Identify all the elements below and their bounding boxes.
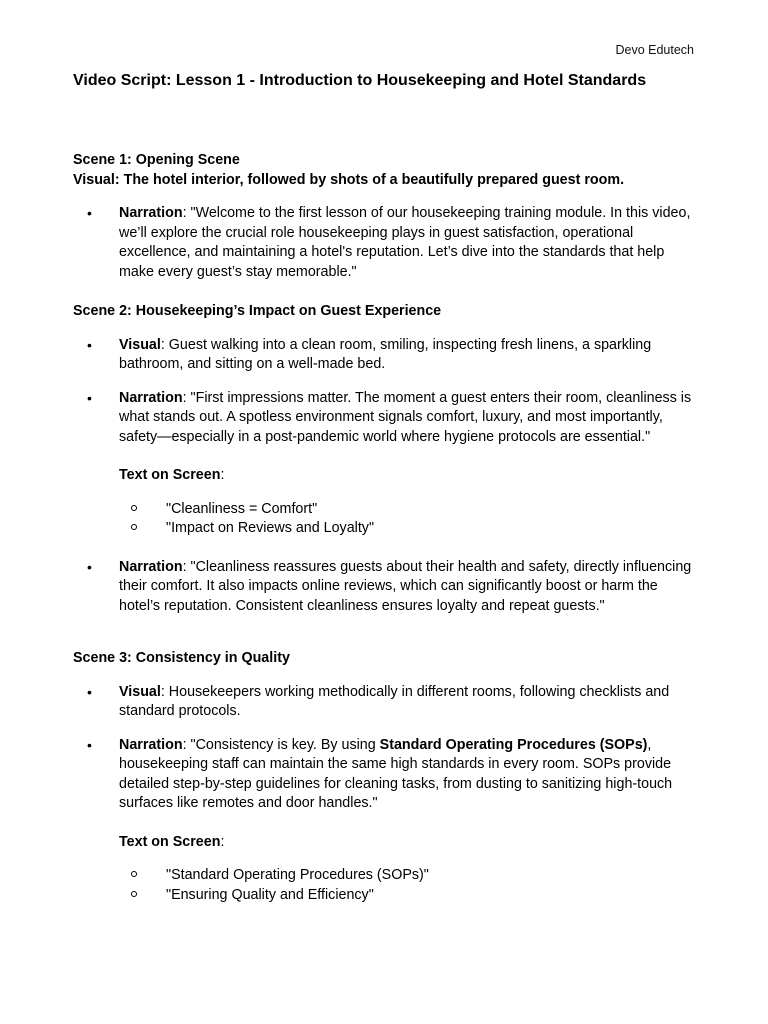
sub-list-item (73, 519, 695, 539)
hollow-bullet-icon (131, 505, 137, 511)
bullet-icon: • (87, 736, 92, 753)
hollow-bullet-icon (131, 524, 137, 530)
bullet-icon: • (87, 336, 92, 353)
scene3-list (73, 683, 695, 906)
visual-label: Visual (119, 336, 161, 353)
sop-emphasis: Standard Operating Procedures (SOPs) (379, 736, 648, 753)
sub-item-text: "Cleanliness = Comfort" (166, 500, 318, 517)
document-title: Video Script: Lesson 1 - Introduction to Housekeeping and Hotel Standards (73, 72, 647, 89)
scene1-visual: Visual: The hotel interior, followed by shots of a beautifully prepared guest room. (73, 171, 625, 188)
list-item (73, 204, 695, 282)
scene2-heading: Scene 2: Housekeeping’s Impact on Guest Experience (73, 303, 442, 319)
narration-label: Narration (119, 558, 183, 575)
text-on-screen (119, 833, 695, 853)
sub-item-text: "Ensuring Quality and Efficiency" (166, 886, 374, 903)
text-on-screen (119, 466, 695, 486)
list-item (73, 336, 695, 375)
list-item (73, 736, 695, 906)
narration-text-pre: : "Consistency is key. By using (182, 736, 380, 753)
bullet-icon: • (87, 683, 92, 700)
list-item (73, 389, 695, 539)
bullet-icon: • (87, 558, 92, 575)
sub-item-text: "Impact on Reviews and Loyalty" (166, 520, 375, 536)
sub-item-text: "Standard Operating Procedures (SOPs)" (166, 867, 429, 883)
text-on-screen-list (73, 500, 695, 539)
text-on-screen-label: Text on Screen (119, 467, 221, 483)
sub-list-item (73, 886, 695, 906)
scene1-list (73, 204, 695, 282)
hollow-bullet-icon (131, 871, 137, 877)
scene2-list (73, 336, 695, 617)
visual-text: : Guest walking into a clean room, smiling, inspecting fresh linens, a sparkling bathroom, and sitting on a well-made bed. (119, 336, 652, 372)
header-org: Devo Edutech (615, 43, 694, 57)
narration-text: : "Welcome to the first lesson of our housekeeping training module. In this video, we’ll explore the crucial role housekeeping plays in guest satisfaction, operational excellence, and maintaining a hotel's reputation. Let’s dive into the standards that help make every guest’s stay memorable." (119, 205, 691, 280)
narration-text: : "First impressions matter. The moment a guest enters their room, cleanliness is what stands out. A spotless environment signals comfort, luxury, and most importantly, safety—especially in a post-pandemic world where hygiene protocols are essential." (119, 389, 692, 445)
text-on-screen-colon: : (220, 467, 225, 483)
hollow-bullet-icon (131, 891, 137, 897)
sub-list-item (73, 866, 695, 886)
narration-label: Narration (119, 389, 183, 406)
bullet-icon: • (87, 389, 92, 406)
visual-label: Visual (119, 683, 161, 700)
scene1-heading: Scene 1: Opening Scene (73, 152, 240, 168)
bullet-icon: • (87, 205, 92, 221)
text-on-screen-colon: : (220, 833, 225, 850)
narration-text-post: , housekeeping staff can maintain the same high standards in every room. SOPs provide detailed step-by-step guidelines for cleaning tasks, from dusting to sanitizing high-touch surfaces like remotes and door handles." (119, 736, 673, 811)
document-body (73, 151, 695, 905)
narration-text: : "Cleanliness reassures guests about their health and safety, directly influencing their comfort. It also impacts online reviews, which can significantly boost or harm the hotel’s reputation. Consistent cleanliness ensures loyalty and repeat guests." (119, 558, 692, 614)
text-on-screen-list (73, 866, 695, 905)
sub-list-item (73, 500, 695, 520)
scene3-heading: Scene 3: Consistency in Quality (73, 650, 290, 666)
visual-text: : Housekeepers working methodically in different rooms, following checklists and standard protocols. (119, 683, 670, 719)
list-item (73, 683, 695, 722)
text-on-screen-label: Text on Screen (119, 833, 221, 850)
list-item (73, 558, 695, 617)
narration-label: Narration (119, 205, 183, 221)
narration-label: Narration (119, 736, 183, 753)
